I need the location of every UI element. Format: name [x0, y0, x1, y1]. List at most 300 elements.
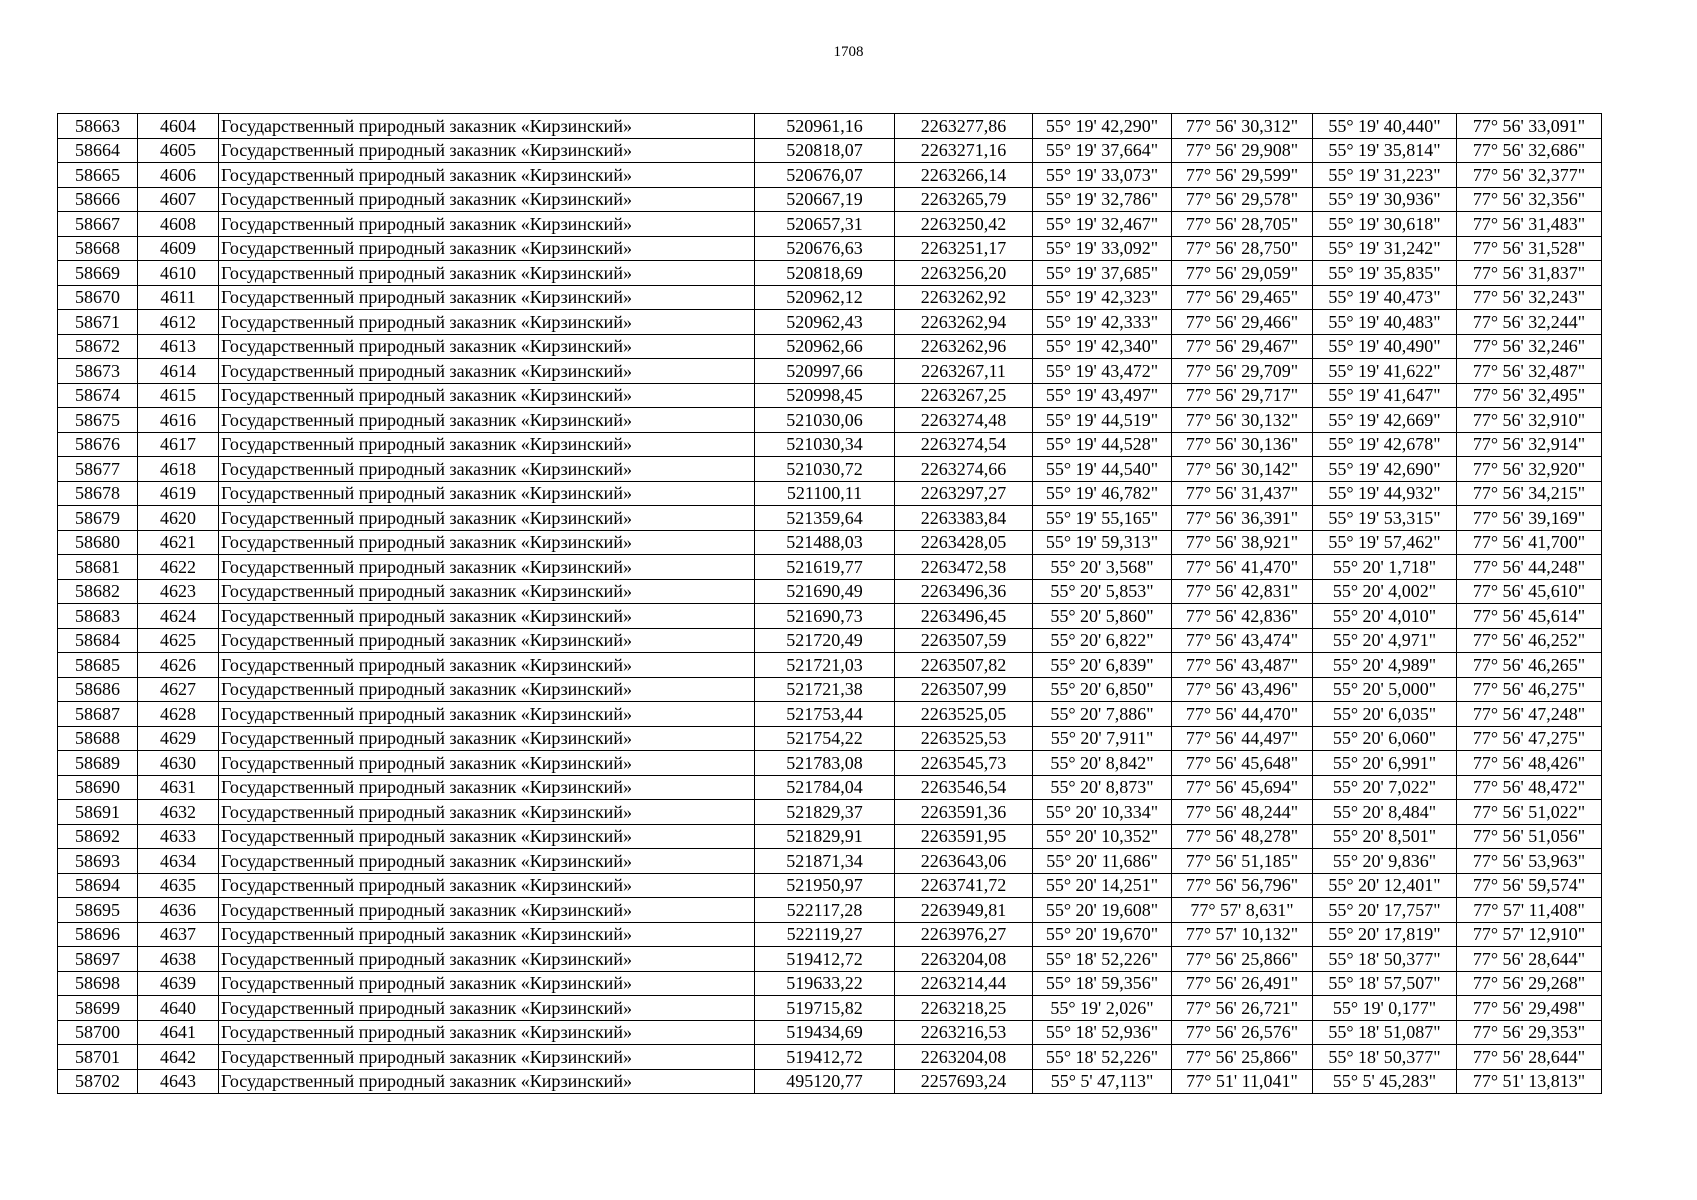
latitude-1-cell: 55° 20' 7,886"	[1033, 702, 1172, 727]
point-number-cell: 4641	[138, 1020, 219, 1045]
latitude-1-cell: 55° 19' 44,519"	[1033, 408, 1172, 433]
longitude-1-cell: 77° 56' 45,648"	[1172, 751, 1313, 776]
table-row	[58, 898, 1602, 923]
territory-name-cell: Государственный природный заказник «Кирзинский»	[219, 457, 755, 482]
longitude-2-cell: 77° 56' 34,215"	[1457, 481, 1602, 506]
coord-x-cell: 519412,72	[755, 1045, 895, 1070]
row-number-cell: 58698	[58, 971, 138, 996]
latitude-2-cell: 55° 19' 40,483"	[1313, 310, 1457, 335]
longitude-1-cell: 77° 56' 30,136"	[1172, 432, 1313, 457]
longitude-2-cell: 77° 56' 29,498"	[1457, 996, 1602, 1021]
latitude-2-cell: 55° 18' 50,377"	[1313, 1045, 1457, 1070]
point-number-cell: 4617	[138, 432, 219, 457]
row-number-cell: 58670	[58, 285, 138, 310]
row-number-cell: 58671	[58, 310, 138, 335]
latitude-2-cell: 55° 20' 8,484"	[1313, 800, 1457, 825]
latitude-2-cell: 55° 20' 7,022"	[1313, 775, 1457, 800]
coord-y-cell: 2263546,54	[895, 775, 1033, 800]
longitude-1-cell: 77° 56' 43,496"	[1172, 677, 1313, 702]
point-number-cell: 4637	[138, 922, 219, 947]
row-number-cell: 58693	[58, 849, 138, 874]
territory-name-cell: Государственный природный заказник «Кирзинский»	[219, 555, 755, 580]
latitude-1-cell: 55° 20' 11,686"	[1033, 849, 1172, 874]
table-row	[58, 751, 1602, 776]
coord-x-cell: 520676,07	[755, 163, 895, 188]
row-number-cell: 58676	[58, 432, 138, 457]
table-row	[58, 579, 1602, 604]
table-row	[58, 163, 1602, 188]
longitude-1-cell: 77° 56' 48,278"	[1172, 824, 1313, 849]
longitude-2-cell: 77° 56' 39,169"	[1457, 506, 1602, 531]
territory-name-cell: Государственный природный заказник «Кирзинский»	[219, 922, 755, 947]
coord-y-cell: 2263297,27	[895, 481, 1033, 506]
table-row	[58, 236, 1602, 261]
longitude-1-cell: 77° 51' 11,041"	[1172, 1069, 1313, 1094]
table-row	[58, 432, 1602, 457]
latitude-1-cell: 55° 19' 2,026"	[1033, 996, 1172, 1021]
latitude-2-cell: 55° 19' 30,618"	[1313, 212, 1457, 237]
coord-y-cell: 2263472,58	[895, 555, 1033, 580]
longitude-2-cell: 77° 56' 47,275"	[1457, 726, 1602, 751]
coord-y-cell: 2263204,08	[895, 947, 1033, 972]
territory-name-cell: Государственный природный заказник «Кирзинский»	[219, 800, 755, 825]
longitude-1-cell: 77° 56' 42,831"	[1172, 579, 1313, 604]
table-row	[58, 1020, 1602, 1045]
coord-x-cell: 521721,03	[755, 653, 895, 678]
latitude-1-cell: 55° 19' 33,073"	[1033, 163, 1172, 188]
latitude-1-cell: 55° 20' 5,860"	[1033, 604, 1172, 629]
longitude-1-cell: 77° 57' 8,631"	[1172, 898, 1313, 923]
longitude-2-cell: 77° 56' 29,268"	[1457, 971, 1602, 996]
latitude-2-cell: 55° 19' 0,177"	[1313, 996, 1457, 1021]
row-number-cell: 58672	[58, 334, 138, 359]
longitude-1-cell: 77° 56' 51,185"	[1172, 849, 1313, 874]
table-row	[58, 138, 1602, 163]
longitude-2-cell: 77° 56' 29,353"	[1457, 1020, 1602, 1045]
longitude-2-cell: 77° 56' 59,574"	[1457, 873, 1602, 898]
coord-y-cell: 2263250,42	[895, 212, 1033, 237]
coord-y-cell: 2263271,16	[895, 138, 1033, 163]
row-number-cell: 58668	[58, 236, 138, 261]
row-number-cell: 58700	[58, 1020, 138, 1045]
coord-x-cell: 521720,49	[755, 628, 895, 653]
latitude-2-cell: 55° 19' 53,315"	[1313, 506, 1457, 531]
longitude-1-cell: 77° 56' 29,059"	[1172, 261, 1313, 286]
territory-name-cell: Государственный природный заказник «Кирзинский»	[219, 898, 755, 923]
point-number-cell: 4610	[138, 261, 219, 286]
latitude-1-cell: 55° 19' 42,333"	[1033, 310, 1172, 335]
territory-name-cell: Государственный природный заказник «Кирзинский»	[219, 114, 755, 139]
coord-y-cell: 2263507,59	[895, 628, 1033, 653]
territory-name-cell: Государственный природный заказник «Кирзинский»	[219, 947, 755, 972]
latitude-2-cell: 55° 19' 35,835"	[1313, 261, 1457, 286]
coord-x-cell: 520997,66	[755, 359, 895, 384]
row-number-cell: 58687	[58, 702, 138, 727]
row-number-cell: 58702	[58, 1069, 138, 1094]
table-row	[58, 702, 1602, 727]
point-number-cell: 4642	[138, 1045, 219, 1070]
longitude-2-cell: 77° 56' 51,022"	[1457, 800, 1602, 825]
latitude-1-cell: 55° 20' 14,251"	[1033, 873, 1172, 898]
row-number-cell: 58695	[58, 898, 138, 923]
row-number-cell: 58689	[58, 751, 138, 776]
longitude-1-cell: 77° 56' 31,437"	[1172, 481, 1313, 506]
latitude-1-cell: 55° 19' 37,685"	[1033, 261, 1172, 286]
latitude-2-cell: 55° 20' 1,718"	[1313, 555, 1457, 580]
longitude-1-cell: 77° 56' 25,866"	[1172, 1045, 1313, 1070]
territory-name-cell: Государственный природный заказник «Кирзинский»	[219, 383, 755, 408]
coord-y-cell: 2263262,96	[895, 334, 1033, 359]
territory-name-cell: Государственный природный заказник «Кирзинский»	[219, 408, 755, 433]
coord-x-cell: 519434,69	[755, 1020, 895, 1045]
latitude-1-cell: 55° 19' 44,528"	[1033, 432, 1172, 457]
longitude-1-cell: 77° 56' 29,466"	[1172, 310, 1313, 335]
coord-y-cell: 2263591,95	[895, 824, 1033, 849]
territory-name-cell: Государственный природный заказник «Кирзинский»	[219, 530, 755, 555]
row-number-cell: 58690	[58, 775, 138, 800]
territory-name-cell: Государственный природный заказник «Кирзинский»	[219, 310, 755, 335]
latitude-2-cell: 55° 20' 9,836"	[1313, 849, 1457, 874]
coord-y-cell: 2263545,73	[895, 751, 1033, 776]
latitude-2-cell: 55° 20' 6,991"	[1313, 751, 1457, 776]
coord-y-cell: 2263428,05	[895, 530, 1033, 555]
latitude-1-cell: 55° 19' 32,786"	[1033, 187, 1172, 212]
coord-x-cell: 519412,72	[755, 947, 895, 972]
point-number-cell: 4618	[138, 457, 219, 482]
row-number-cell: 58699	[58, 996, 138, 1021]
longitude-1-cell: 77° 56' 26,491"	[1172, 971, 1313, 996]
coord-x-cell: 521871,34	[755, 849, 895, 874]
point-number-cell: 4625	[138, 628, 219, 653]
latitude-1-cell: 55° 19' 32,467"	[1033, 212, 1172, 237]
territory-name-cell: Государственный природный заказник «Кирзинский»	[219, 432, 755, 457]
table-row	[58, 383, 1602, 408]
longitude-2-cell: 77° 56' 32,910"	[1457, 408, 1602, 433]
table-row	[58, 334, 1602, 359]
latitude-1-cell: 55° 19' 43,497"	[1033, 383, 1172, 408]
table-row	[58, 359, 1602, 384]
row-number-cell: 58665	[58, 163, 138, 188]
latitude-1-cell: 55° 20' 8,873"	[1033, 775, 1172, 800]
territory-name-cell: Государственный природный заказник «Кирзинский»	[219, 873, 755, 898]
coord-y-cell: 2263741,72	[895, 873, 1033, 898]
row-number-cell: 58664	[58, 138, 138, 163]
longitude-1-cell: 77° 56' 38,921"	[1172, 530, 1313, 555]
longitude-1-cell: 77° 56' 29,578"	[1172, 187, 1313, 212]
point-number-cell: 4621	[138, 530, 219, 555]
coord-y-cell: 2263267,11	[895, 359, 1033, 384]
row-number-cell: 58691	[58, 800, 138, 825]
point-number-cell: 4616	[138, 408, 219, 433]
longitude-2-cell: 77° 57' 12,910"	[1457, 922, 1602, 947]
longitude-1-cell: 77° 56' 28,705"	[1172, 212, 1313, 237]
row-number-cell: 58678	[58, 481, 138, 506]
table-row	[58, 310, 1602, 335]
table-row	[58, 1045, 1602, 1070]
row-number-cell: 58675	[58, 408, 138, 433]
latitude-1-cell: 55° 5' 47,113"	[1033, 1069, 1172, 1094]
longitude-1-cell: 77° 56' 29,465"	[1172, 285, 1313, 310]
latitude-2-cell: 55° 20' 17,757"	[1313, 898, 1457, 923]
longitude-1-cell: 77° 57' 10,132"	[1172, 922, 1313, 947]
point-number-cell: 4613	[138, 334, 219, 359]
latitude-2-cell: 55° 19' 41,647"	[1313, 383, 1457, 408]
longitude-2-cell: 77° 57' 11,408"	[1457, 898, 1602, 923]
latitude-2-cell: 55° 20' 6,060"	[1313, 726, 1457, 751]
coord-x-cell: 521783,08	[755, 751, 895, 776]
longitude-1-cell: 77° 56' 28,750"	[1172, 236, 1313, 261]
row-number-cell: 58663	[58, 114, 138, 139]
coord-x-cell: 521488,03	[755, 530, 895, 555]
point-number-cell: 4639	[138, 971, 219, 996]
territory-name-cell: Государственный природный заказник «Кирзинский»	[219, 359, 755, 384]
point-number-cell: 4640	[138, 996, 219, 1021]
latitude-1-cell: 55° 19' 59,313"	[1033, 530, 1172, 555]
table-row	[58, 800, 1602, 825]
table-row	[58, 824, 1602, 849]
longitude-1-cell: 77° 56' 42,836"	[1172, 604, 1313, 629]
point-number-cell: 4620	[138, 506, 219, 531]
longitude-1-cell: 77° 56' 41,470"	[1172, 555, 1313, 580]
coord-x-cell: 520657,31	[755, 212, 895, 237]
row-number-cell: 58681	[58, 555, 138, 580]
point-number-cell: 4612	[138, 310, 219, 335]
latitude-1-cell: 55° 19' 44,540"	[1033, 457, 1172, 482]
point-number-cell: 4605	[138, 138, 219, 163]
longitude-2-cell: 77° 56' 32,487"	[1457, 359, 1602, 384]
coord-x-cell: 519715,82	[755, 996, 895, 1021]
longitude-1-cell: 77° 56' 29,717"	[1172, 383, 1313, 408]
latitude-2-cell: 55° 18' 57,507"	[1313, 971, 1457, 996]
row-number-cell: 58674	[58, 383, 138, 408]
coord-y-cell: 2263383,84	[895, 506, 1033, 531]
coord-y-cell: 2263507,82	[895, 653, 1033, 678]
coord-x-cell: 521690,49	[755, 579, 895, 604]
row-number-cell: 58677	[58, 457, 138, 482]
longitude-1-cell: 77° 56' 36,391"	[1172, 506, 1313, 531]
latitude-1-cell: 55° 20' 6,850"	[1033, 677, 1172, 702]
longitude-1-cell: 77° 56' 30,142"	[1172, 457, 1313, 482]
latitude-1-cell: 55° 19' 55,165"	[1033, 506, 1172, 531]
territory-name-cell: Государственный природный заказник «Кирзинский»	[219, 579, 755, 604]
table-row	[58, 212, 1602, 237]
table-row	[58, 653, 1602, 678]
point-number-cell: 4626	[138, 653, 219, 678]
latitude-2-cell: 55° 20' 8,501"	[1313, 824, 1457, 849]
row-number-cell: 58694	[58, 873, 138, 898]
coord-y-cell: 2263525,05	[895, 702, 1033, 727]
coord-x-cell: 520818,07	[755, 138, 895, 163]
longitude-2-cell: 77° 56' 45,610"	[1457, 579, 1602, 604]
table-row	[58, 408, 1602, 433]
latitude-2-cell: 55° 19' 57,462"	[1313, 530, 1457, 555]
point-number-cell: 4629	[138, 726, 219, 751]
row-number-cell: 58683	[58, 604, 138, 629]
longitude-2-cell: 77° 56' 32,686"	[1457, 138, 1602, 163]
longitude-2-cell: 77° 56' 51,056"	[1457, 824, 1602, 849]
point-number-cell: 4611	[138, 285, 219, 310]
row-number-cell: 58685	[58, 653, 138, 678]
longitude-2-cell: 77° 56' 46,265"	[1457, 653, 1602, 678]
coord-x-cell: 521030,06	[755, 408, 895, 433]
longitude-2-cell: 77° 56' 32,920"	[1457, 457, 1602, 482]
territory-name-cell: Государственный природный заказник «Кирзинский»	[219, 996, 755, 1021]
table-row	[58, 996, 1602, 1021]
coord-x-cell: 520818,69	[755, 261, 895, 286]
territory-name-cell: Государственный природный заказник «Кирзинский»	[219, 628, 755, 653]
longitude-2-cell: 77° 56' 48,472"	[1457, 775, 1602, 800]
longitude-2-cell: 77° 56' 32,356"	[1457, 187, 1602, 212]
row-number-cell: 58666	[58, 187, 138, 212]
table-row	[58, 530, 1602, 555]
latitude-1-cell: 55° 20' 8,842"	[1033, 751, 1172, 776]
territory-name-cell: Государственный природный заказник «Кирзинский»	[219, 506, 755, 531]
coord-y-cell: 2263507,99	[895, 677, 1033, 702]
page-number: 1708	[833, 44, 864, 60]
coord-y-cell: 2263204,08	[895, 1045, 1033, 1070]
table-row	[58, 457, 1602, 482]
row-number-cell: 58697	[58, 947, 138, 972]
longitude-1-cell: 77° 56' 29,908"	[1172, 138, 1313, 163]
coord-x-cell: 521690,73	[755, 604, 895, 629]
longitude-1-cell: 77° 56' 44,470"	[1172, 702, 1313, 727]
point-number-cell: 4607	[138, 187, 219, 212]
latitude-2-cell: 55° 19' 40,440"	[1313, 114, 1457, 139]
coord-y-cell: 2263267,25	[895, 383, 1033, 408]
coord-x-cell: 521619,77	[755, 555, 895, 580]
longitude-1-cell: 77° 56' 25,866"	[1172, 947, 1313, 972]
table-row	[58, 604, 1602, 629]
longitude-2-cell: 77° 56' 32,914"	[1457, 432, 1602, 457]
longitude-1-cell: 77° 56' 26,721"	[1172, 996, 1313, 1021]
longitude-2-cell: 77° 56' 44,248"	[1457, 555, 1602, 580]
coord-y-cell: 2263496,45	[895, 604, 1033, 629]
coord-y-cell: 2257693,24	[895, 1069, 1033, 1094]
longitude-1-cell: 77° 56' 43,487"	[1172, 653, 1313, 678]
point-number-cell: 4615	[138, 383, 219, 408]
point-number-cell: 4631	[138, 775, 219, 800]
coord-x-cell: 520998,45	[755, 383, 895, 408]
territory-name-cell: Государственный природный заказник «Кирзинский»	[219, 726, 755, 751]
longitude-1-cell: 77° 56' 45,694"	[1172, 775, 1313, 800]
row-number-cell: 58701	[58, 1045, 138, 1070]
territory-name-cell: Государственный природный заказник «Кирзинский»	[219, 334, 755, 359]
point-number-cell: 4614	[138, 359, 219, 384]
latitude-2-cell: 55° 20' 17,819"	[1313, 922, 1457, 947]
latitude-2-cell: 55° 5' 45,283"	[1313, 1069, 1457, 1094]
latitude-1-cell: 55° 20' 3,568"	[1033, 555, 1172, 580]
coord-y-cell: 2263277,86	[895, 114, 1033, 139]
territory-name-cell: Государственный природный заказник «Кирзинский»	[219, 187, 755, 212]
longitude-2-cell: 77° 56' 33,091"	[1457, 114, 1602, 139]
territory-name-cell: Государственный природный заказник «Кирзинский»	[219, 775, 755, 800]
latitude-1-cell: 55° 19' 37,664"	[1033, 138, 1172, 163]
point-number-cell: 4628	[138, 702, 219, 727]
coord-y-cell: 2263262,94	[895, 310, 1033, 335]
point-number-cell: 4609	[138, 236, 219, 261]
latitude-2-cell: 55° 19' 35,814"	[1313, 138, 1457, 163]
latitude-2-cell: 55° 19' 41,622"	[1313, 359, 1457, 384]
longitude-2-cell: 77° 56' 46,275"	[1457, 677, 1602, 702]
longitude-1-cell: 77° 56' 30,312"	[1172, 114, 1313, 139]
latitude-2-cell: 55° 19' 30,936"	[1313, 187, 1457, 212]
coord-y-cell: 2263976,27	[895, 922, 1033, 947]
latitude-1-cell: 55° 19' 42,290"	[1033, 114, 1172, 139]
territory-name-cell: Государственный природный заказник «Кирзинский»	[219, 971, 755, 996]
point-number-cell: 4638	[138, 947, 219, 972]
table-row	[58, 1069, 1602, 1094]
table-row	[58, 775, 1602, 800]
point-number-cell: 4633	[138, 824, 219, 849]
table-row	[58, 922, 1602, 947]
latitude-2-cell: 55° 20' 6,035"	[1313, 702, 1457, 727]
row-number-cell: 58669	[58, 261, 138, 286]
point-number-cell: 4636	[138, 898, 219, 923]
table-row	[58, 971, 1602, 996]
coord-x-cell: 521030,72	[755, 457, 895, 482]
point-number-cell: 4606	[138, 163, 219, 188]
latitude-1-cell: 55° 18' 59,356"	[1033, 971, 1172, 996]
table-row	[58, 947, 1602, 972]
longitude-1-cell: 77° 56' 30,132"	[1172, 408, 1313, 433]
coord-y-cell: 2263214,44	[895, 971, 1033, 996]
table-row	[58, 187, 1602, 212]
latitude-2-cell: 55° 20' 4,989"	[1313, 653, 1457, 678]
row-number-cell: 58696	[58, 922, 138, 947]
point-number-cell: 4630	[138, 751, 219, 776]
table-row	[58, 628, 1602, 653]
coord-x-cell: 521829,37	[755, 800, 895, 825]
longitude-1-cell: 77° 56' 29,709"	[1172, 359, 1313, 384]
longitude-1-cell: 77° 56' 48,244"	[1172, 800, 1313, 825]
row-number-cell: 58686	[58, 677, 138, 702]
coord-y-cell: 2263274,66	[895, 457, 1033, 482]
row-number-cell: 58667	[58, 212, 138, 237]
longitude-2-cell: 77° 56' 53,963"	[1457, 849, 1602, 874]
latitude-1-cell: 55° 18' 52,226"	[1033, 947, 1172, 972]
point-number-cell: 4608	[138, 212, 219, 237]
row-number-cell: 58684	[58, 628, 138, 653]
latitude-2-cell: 55° 20' 4,971"	[1313, 628, 1457, 653]
point-number-cell: 4619	[138, 481, 219, 506]
longitude-2-cell: 77° 56' 41,700"	[1457, 530, 1602, 555]
coord-x-cell: 521950,97	[755, 873, 895, 898]
longitude-2-cell: 77° 56' 28,644"	[1457, 1045, 1602, 1070]
territory-name-cell: Государственный природный заказник «Кирзинский»	[219, 481, 755, 506]
point-number-cell: 4604	[138, 114, 219, 139]
territory-name-cell: Государственный природный заказник «Кирзинский»	[219, 236, 755, 261]
territory-name-cell: Государственный природный заказник «Кирзинский»	[219, 138, 755, 163]
row-number-cell: 58688	[58, 726, 138, 751]
longitude-2-cell: 77° 56' 32,244"	[1457, 310, 1602, 335]
latitude-2-cell: 55° 19' 40,473"	[1313, 285, 1457, 310]
longitude-2-cell: 77° 56' 48,426"	[1457, 751, 1602, 776]
longitude-2-cell: 77° 56' 32,243"	[1457, 285, 1602, 310]
latitude-2-cell: 55° 19' 42,678"	[1313, 432, 1457, 457]
longitude-1-cell: 77° 56' 56,796"	[1172, 873, 1313, 898]
coord-y-cell: 2263525,53	[895, 726, 1033, 751]
territory-name-cell: Государственный природный заказник «Кирзинский»	[219, 677, 755, 702]
point-number-cell: 4627	[138, 677, 219, 702]
table-row	[58, 849, 1602, 874]
longitude-2-cell: 77° 56' 31,483"	[1457, 212, 1602, 237]
coord-y-cell: 2263256,20	[895, 261, 1033, 286]
table-row	[58, 677, 1602, 702]
coord-x-cell: 521359,64	[755, 506, 895, 531]
territory-name-cell: Государственный природный заказник «Кирзинский»	[219, 824, 755, 849]
row-number-cell: 58682	[58, 579, 138, 604]
latitude-1-cell: 55° 19' 42,323"	[1033, 285, 1172, 310]
